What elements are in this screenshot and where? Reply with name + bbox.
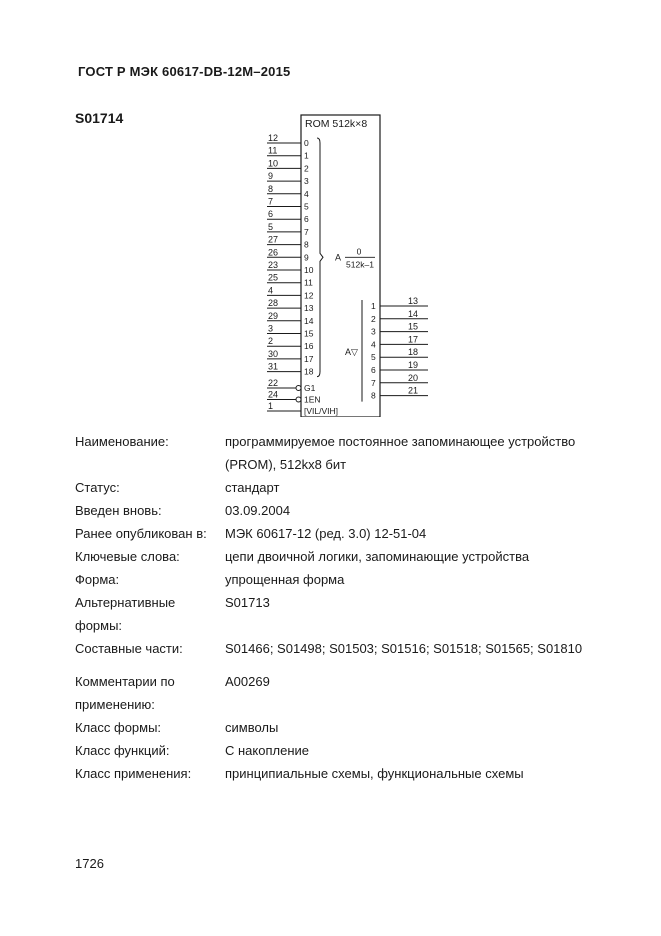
inversion-circle [296, 386, 301, 391]
property-label [75, 522, 225, 545]
control-label: [VIL/VIH] [304, 406, 339, 416]
property-value [225, 739, 645, 762]
property-label [75, 591, 225, 637]
property-value-line: упрощенная форма [225, 572, 345, 587]
address-bit-label: 2 [304, 163, 309, 174]
property-value [225, 522, 645, 545]
property-label-line: Ранее опубликован в: [75, 526, 207, 541]
property-value-line: S01466; S01498; S01503; S01516; S01518; S01565; S01810 [225, 641, 583, 656]
address-bit-label: 4 [304, 188, 309, 199]
property-value-line: принципиальные схемы, функциональные схемы [225, 766, 524, 781]
address-bit-label: 6 [304, 214, 309, 225]
property-value [225, 545, 645, 568]
rom-title: ROM 512k×8 [305, 118, 368, 130]
address-label: A [335, 252, 342, 263]
output-pin-number: 21 [408, 385, 419, 396]
output-bit-label: 1 [371, 301, 376, 311]
address-bit-label: 5 [304, 201, 309, 212]
page-number: 1726 [75, 856, 104, 871]
output-pin-number: 13 [408, 296, 419, 306]
property-value-line: символы [225, 720, 279, 735]
property-label-line: Ключевые слова: [75, 549, 180, 564]
address-pin-number: 12 [268, 133, 279, 143]
property-value-line: A00269 [225, 674, 270, 689]
symbol-code: S01714 [75, 110, 124, 126]
address-pin-number: 3 [268, 323, 274, 334]
property-value [225, 716, 645, 739]
property-label-line: формы: [75, 618, 123, 633]
address-pin-number: 11 [268, 145, 278, 156]
property-value [225, 499, 645, 522]
address-pin-number: 8 [268, 183, 274, 194]
address-pin-number: 6 [268, 209, 274, 220]
address-bit-label: 7 [304, 226, 309, 237]
address-pin-number: 26 [268, 247, 279, 258]
property-value [225, 591, 645, 614]
property-label [75, 637, 225, 660]
address-pin-number: 4 [268, 285, 274, 296]
property-value-line: программируемое постоянное запоминающее устройство [225, 434, 576, 449]
address-pin-number: 7 [268, 196, 274, 207]
output-bit-label: 2 [371, 313, 376, 324]
output-bit-label: 7 [371, 377, 376, 388]
address-brace [317, 138, 323, 377]
control-pin-number: 24 [268, 389, 279, 400]
output-pin-number: 18 [408, 347, 419, 358]
property-value-line: 03.09.2004 [225, 503, 291, 518]
address-bit-label: 8 [304, 239, 309, 250]
address-pin-number: 2 [268, 336, 274, 347]
property-label-line: Комментарии по [75, 674, 175, 689]
property-value-line: МЭК 60617-12 (ред. 3.0) 12-51-04 [225, 526, 427, 541]
document-header: ГОСТ Р МЭК 60617-DB-12M–2015 [78, 64, 291, 79]
property-label-line: Альтернативные [75, 595, 176, 610]
address-pin-number: 25 [268, 272, 279, 283]
control-pin-number: 1 [268, 401, 274, 411]
address-bit-label: 17 [304, 353, 314, 364]
property-value [225, 568, 645, 591]
property-label [75, 762, 225, 785]
control-label: 1EN [304, 394, 321, 405]
output-pin-number: 19 [408, 360, 419, 370]
address-bit-label: 9 [304, 252, 309, 263]
address-pin-number: 23 [268, 260, 279, 270]
address-pin-number: 29 [268, 310, 279, 321]
property-value [225, 762, 645, 785]
output-pin-number: 14 [408, 308, 419, 319]
inversion-circle [296, 397, 301, 402]
output-bit-label: 5 [371, 352, 376, 363]
address-bit-label: 11 [304, 277, 313, 288]
address-pin-number: 28 [268, 298, 279, 309]
output-bit-label: 8 [371, 390, 376, 401]
output-pin-number: 20 [408, 372, 419, 383]
property-value-line: S01713 [225, 595, 270, 610]
address-pin-number: 30 [268, 348, 279, 359]
property-value [225, 430, 645, 476]
property-label-line: Форма: [75, 572, 120, 587]
address-pin-number: 27 [268, 234, 279, 245]
output-bit-label: 4 [371, 339, 376, 350]
property-value-line: стандарт [225, 480, 280, 495]
address-pin-number: 5 [268, 221, 274, 232]
output-bit-label: 6 [371, 365, 376, 375]
property-label-line: Класс формы: [75, 720, 162, 735]
control-label: G1 [304, 383, 316, 393]
property-label-line: Составные части: [75, 641, 183, 656]
property-label [75, 430, 225, 453]
output-bit-label: 3 [371, 326, 376, 337]
address-bit-label: 0 [304, 138, 309, 148]
property-label-line: применению: [75, 697, 155, 712]
property-value-line: С накопление [225, 743, 309, 758]
address-bit-label: 16 [304, 341, 314, 352]
property-label [75, 670, 225, 716]
output-pin-number: 17 [408, 334, 419, 345]
address-bit-label: 10 [304, 265, 314, 275]
range-bottom: 512k–1 [346, 259, 374, 270]
property-label-line: Введен вновь: [75, 503, 162, 518]
address-pin-number: 10 [268, 158, 279, 169]
property-value [225, 637, 645, 660]
address-bit-label: 18 [304, 366, 314, 377]
property-label [75, 739, 225, 762]
property-label [75, 476, 225, 499]
property-label-line: Статус: [75, 480, 120, 495]
address-bit-label: 12 [304, 290, 314, 301]
output-label: A▽ [345, 346, 358, 357]
property-label-line: Класс функций: [75, 743, 170, 758]
output-pin-number: 15 [408, 321, 419, 332]
property-label [75, 568, 225, 591]
range-top: 0 [356, 246, 362, 257]
address-bit-label: 3 [304, 176, 309, 187]
address-pin-number: 31 [268, 361, 279, 372]
rom-logic-symbol [262, 112, 432, 417]
property-value [225, 670, 645, 693]
control-pin-number: 22 [268, 378, 279, 388]
address-bit-label: 1 [304, 150, 309, 161]
property-value [225, 476, 645, 499]
address-bit-label: 13 [304, 303, 314, 314]
address-bit-label: 15 [304, 328, 314, 339]
address-pin-number: 9 [268, 171, 274, 182]
property-label-line: Наименование: [75, 434, 169, 449]
property-label [75, 499, 225, 522]
property-label-line: Класс применения: [75, 766, 192, 781]
property-value-line: (PROM), 512kx8 бит [225, 457, 347, 472]
property-label [75, 716, 225, 739]
property-label [75, 545, 225, 568]
property-value-line: цепи двоичной логики, запоминающие устройства [225, 549, 530, 564]
address-bit-label: 14 [304, 315, 314, 326]
